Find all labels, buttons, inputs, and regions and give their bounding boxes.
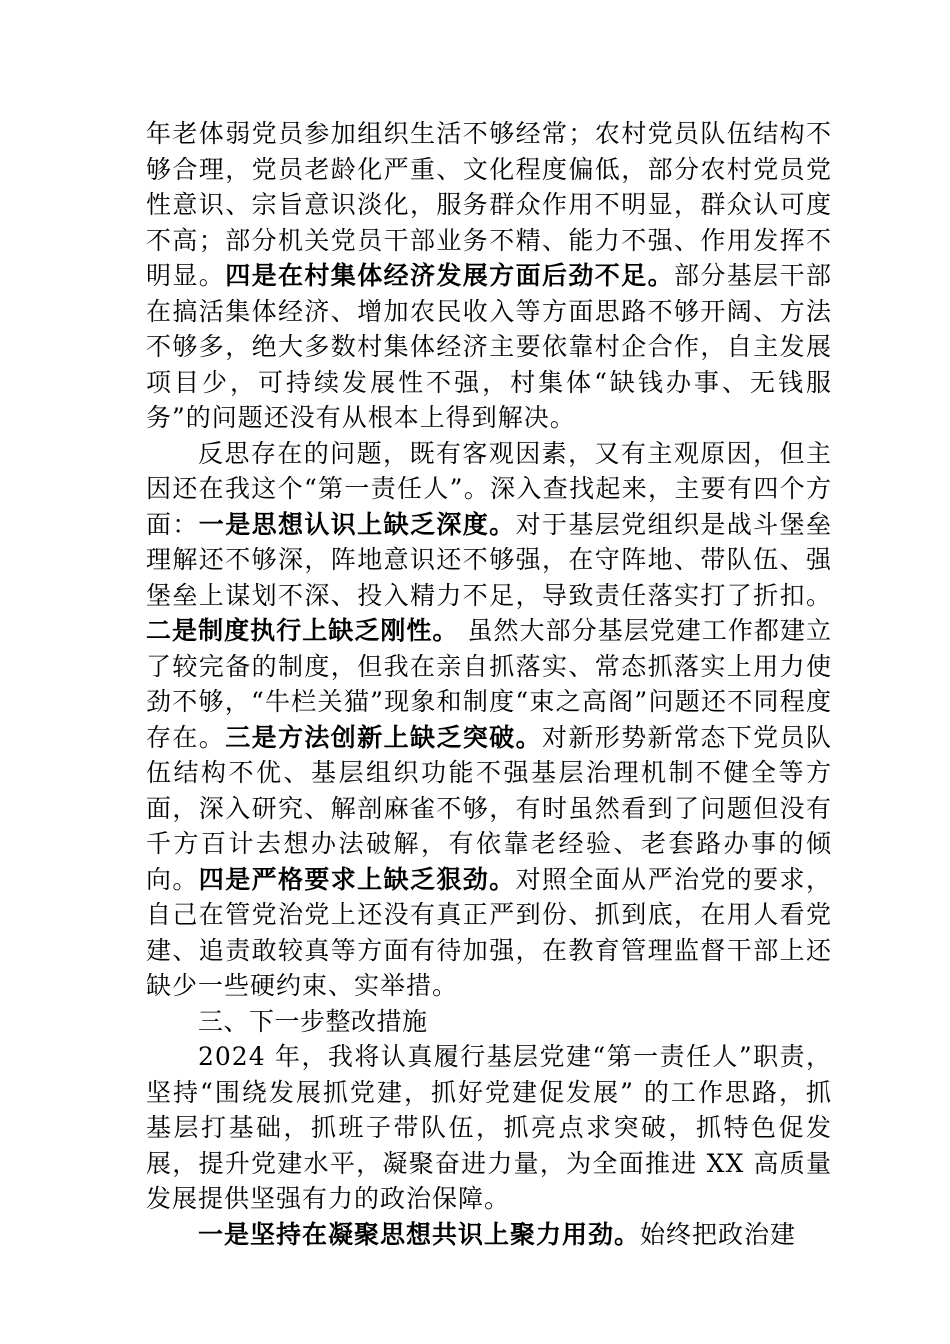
text-run: 对于基层党组织是战斗堡垒理解还不够深，阵地意识还不够强，在守阵地、带队伍、强堡垒上谋划不深、投入精力不足，导致责任落实打了折扣。 xyxy=(146,509,832,610)
text-run: 部分基层干部在搞活集体经济、增加农民收入等方面思路不够开阔、方法不够多，绝大多数村集体经济主要依靠村企合作，自主发展项目少，可持续发展性不强，村集体“缺钱办事、无钱服务”的问题还没有从根本上得到解决。 xyxy=(146,261,832,432)
text-run: 2024 年，我将认真履行基层党建“第一责任人”职责，坚持“围绕发展抓党建，抓好党建促发展” 的工作思路，抓基层打基础，抓班子带队伍，抓亮点求突破，抓特色促发展，提升党建水平，凝聚奋进力量，为全面推进 XX 高质量发展提供坚强有力的政治保障。 xyxy=(146,1042,832,1213)
paragraph-4 xyxy=(146,1217,832,1253)
heading-text: 三、下一步整改措施 xyxy=(198,1006,428,1036)
paragraph-2 xyxy=(146,436,832,1004)
text-run: 始终把政治建 xyxy=(640,1219,797,1249)
text-run: 对照全面从严治党的要求，自己在管党治党上还没有真正严到份、抓到底，在用人看党建、追责敢较真等方面有待加强，在教育管理监督干部上还缺少一些硬约束、实举措。 xyxy=(146,864,832,1000)
bold-subheading: 四是严格要求上缺乏狠劲。 xyxy=(198,864,516,894)
paragraph-3 xyxy=(146,1039,832,1217)
section-heading xyxy=(146,1004,832,1040)
bold-subheading: 二是制度执行上缺乏刚性。 xyxy=(146,616,459,645)
document-page xyxy=(146,116,832,1252)
paragraph-1 xyxy=(146,116,832,436)
bold-subheading: 一是思想认识上缺乏深度。 xyxy=(198,509,516,539)
text-run: 反思存在的问题，既有客观因素，又有主观原因，但主因还在我这个“第一责任人”。深入查找起来，主要有四个方面： xyxy=(146,438,832,539)
bold-subheading: 一是坚持在凝聚思想共识上聚力用劲。 xyxy=(198,1219,641,1249)
text-run: 虽然大部分基层党建工作都建立了较完备的制度，但我在亲自抓落实、常态抓落实上用力使劲不够，“牛栏关猫”现象和制度“束之高阁”问题还不同程度存在。 xyxy=(146,616,832,752)
text-run: 对新形势新常态下党员队伍结构不优、基层组织功能不强基层治理机制不健全等方面，深入研究、解剖麻雀不够，有时虽然看到了问题但没有千方百计去想办法破解，有依靠老经验、老套路办事的倾向。 xyxy=(146,722,832,894)
text-run: 年老体弱党员参加组织生活不够经常；农村党员队伍结构不够合理，党员老龄化严重、文化程度偏低，部分农村党员党性意识、宗旨意识淡化，服务群众作用不明显，群众认可度不高；部分机关党员干部业务不精、能力不强、作用发挥不明显。 xyxy=(146,119,832,290)
bold-subheading: 三是方法创新上缺乏突破。 xyxy=(225,722,542,752)
bold-subheading: 四是在村集体经济发展方面后劲不足。 xyxy=(225,261,674,290)
